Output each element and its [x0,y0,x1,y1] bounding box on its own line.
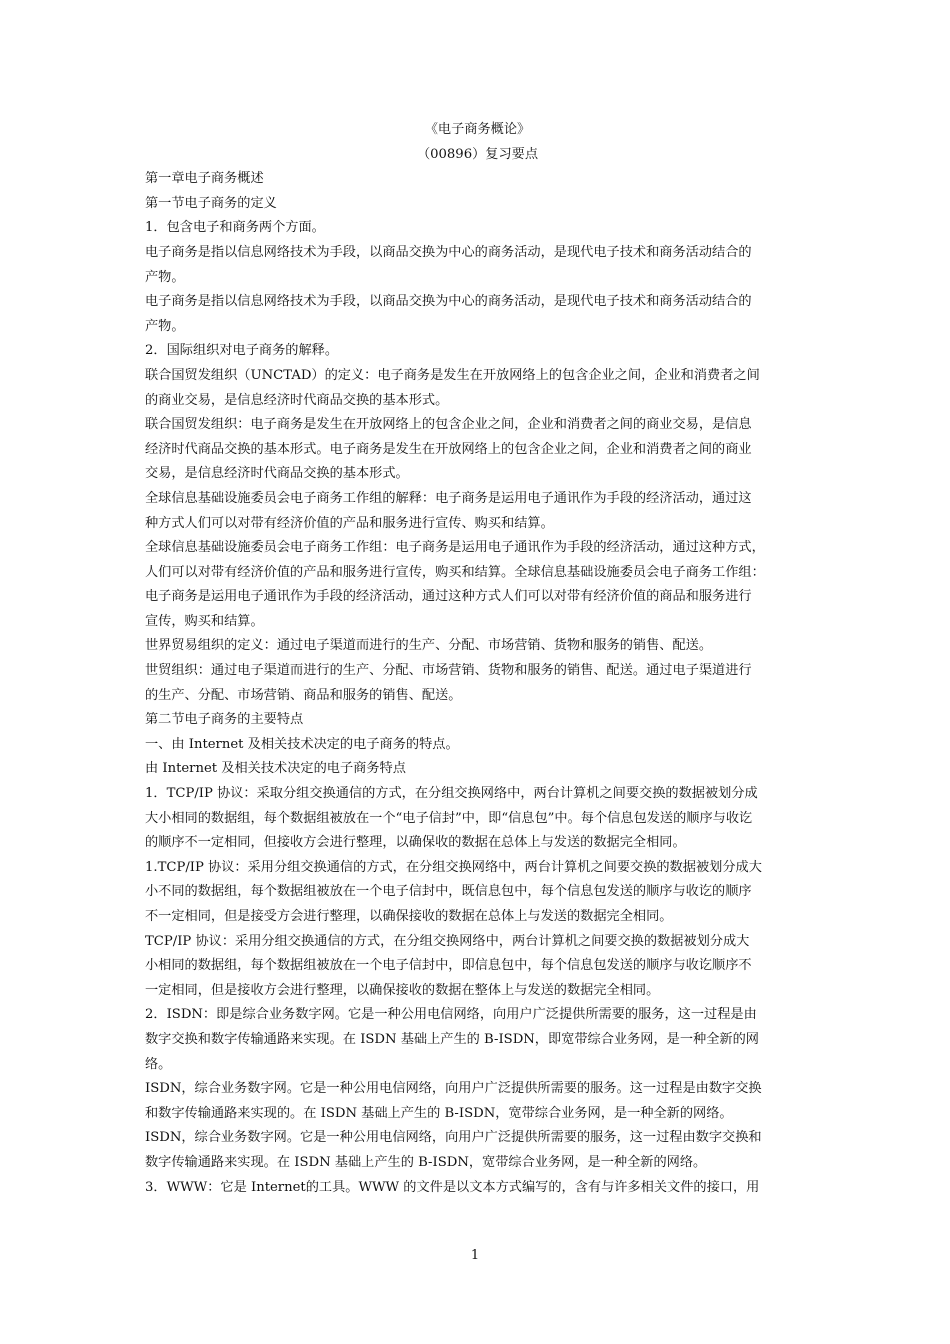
text-line: 和数字传输通路来实现的。在 ISDN 基础上产生的 B-ISDN，宽带综合业务网，是一种全新的网络。 [145,1105,733,1121]
text-line: 电子商务是运用电子通讯作为手段的经济活动，通过这种方式人们可以对带有经济价值的商品和服务进行 [145,589,752,605]
text-line: 一、由 Internet 及相关技术决定的电子商务的特点。 [145,736,459,752]
text-line: 第一节电子商务的定义 [145,195,277,211]
text-line: 种方式人们可以对带有经济价值的产品和服务进行宣传、购买和结算。 [145,515,554,531]
text-line: 联合国贸发组织（UNCTAD）的定义：电子商务是发生在开放网络上的包含企业之间，企业和消费者之间 [145,367,760,383]
text-line: 世贸组织：通过电子渠道而进行的生产、分配、市场营销、货物和服务的销售、配送。通过电子渠道进行 [145,663,752,679]
page-number: 1 [470,1248,480,1263]
text-line: 电子商务是指以信息网络技术为手段，以商品交换为中心的商务活动，是现代电子技术和商务活动结合的 [145,244,752,260]
text-line: 第二节电子商务的主要特点 [145,712,304,728]
text-line: TCP/IP 协议：采用分组交换通信的方式，在分组交换网络中，两台计算机之间要交换的数据被划分成大 [145,933,750,949]
text-line: 人们可以对带有经济价值的产品和服务进行宣传，购买和结算。全球信息基础设施委员会电子商务工作组： [145,564,765,580]
text-line: 数字交换和数字传输通路来实现。在 ISDN 基础上产生的 B-ISDN，即宽带综合业务网，是一种全新的网 [145,1031,759,1047]
document-subtitle: （00896）复习要点 [416,146,539,162]
text-line: 产物。 [145,318,185,334]
text-line: 全球信息基础设施委员会电子商务工作组：电子商务是运用电子通讯作为手段的经济活动，通过这种方式， [145,540,765,556]
text-line: 大小相同的数据组，每个数据组被放在一个“电子信封”中，即“信息包”中。每个信息包发送的顺序与收讫 [145,810,753,826]
text-line: 不一定相同，但是接受方会进行整理，以确保接收的数据在总体上与发送的数据完全相同。 [145,909,673,924]
text-lines [145,167,810,1200]
text-line: 的商业交易，是信息经济时代商品交换的基本形式。 [145,392,449,408]
text-line: 1．TCP/IP 协议：采取分组交换通信的方式，在分组交换网络中，两台计算机之间要交换的数据被划分成 [145,786,758,802]
document-title: 《电子商务概论》 [424,122,531,137]
text-line: 联合国贸发组织：电子商务是发生在开放网络上的包含企业之间，企业和消费者之间的商业交易，是信息 [145,417,752,433]
text-line: 宣传，购买和结算。 [145,613,264,629]
text-line: 3．WWW：它是 Internet的工具。WWW 的文件是以文本方式编写的，含有与许多相关文件的接口，用 [145,1179,760,1195]
text-line: 小相同的数据组，每个数据组被放在一个电子信封中，即信息包中，每个信息包发送的顺序与收讫顺序不 [145,958,752,974]
text-line: ISDN，综合业务数字网。它是一种公用电信网络，向用户广泛提供所需要的服务。这一过程是由数字交换 [145,1081,762,1097]
text-line: 电子商务是指以信息网络技术为手段，以商品交换为中心的商务活动，是现代电子技术和商务活动结合的 [145,294,752,310]
text-line: 一定相同，但是接收方会进行整理，以确保接收的数据在整体上与发送的数据完全相同。 [145,982,660,998]
text-line: 产物。 [145,269,185,285]
text-line: 数字传输通路来实现。在 ISDN 基础上产生的 B-ISDN，宽带综合业务网，是一种全新的网络。 [145,1154,707,1170]
text-line: 全球信息基础设施委员会电子商务工作组的解释：电子商务是运用电子通讯作为手段的经济活动，通过这 [145,490,752,506]
text-line: 交易，是信息经济时代商品交换的基本形式。 [145,466,409,482]
text-line: 1．包含电子和商务两个方面。 [145,220,325,236]
text-line: 小不同的数据组，每个数据组被放在一个电子信封中，既信息包中，每个信息包发送的顺序与收讫的顺序 [145,884,752,900]
text-line: 经济时代商品交换的基本形式。电子商务是发生在开放网络上的包含企业之间，企业和消费者之间的商业 [145,441,752,457]
text-line: ISDN，综合业务数字网。它是一种公用电信网络，向用户广泛提供所需要的服务，这一过程由数字交换和 [145,1130,762,1146]
text-line: 第一章电子商务概述 [145,171,264,187]
text-line: 由 Internet 及相关技术决定的电子商务特点 [145,761,406,777]
text-line: 络。 [145,1056,172,1072]
text-line: 2．国际组织对电子商务的解释。 [145,343,339,359]
text-line: 的生产、分配、市场营销、商品和服务的销售、配送。 [145,687,462,703]
text-line: 2．ISDN：即是综合业务数字网。它是一种公用电信网络，向用户广泛提供所需要的服务，这一过程是由 [145,1007,757,1023]
document-body [145,118,810,1200]
text-line: 的顺序不一定相同，但接收方会进行整理，以确保收的数据在总体上与发送的数据完全相同。 [145,835,686,851]
text-line: 世界贸易组织的定义：通过电子渠道而进行的生产、分配、市场营销、货物和服务的销售、配送。 [145,638,713,654]
text-line: 1.TCP/IP 协议：采用分组交换通信的方式，在分组交换网络中，两台计算机之间要交换的数据被划分成大 [145,859,762,875]
